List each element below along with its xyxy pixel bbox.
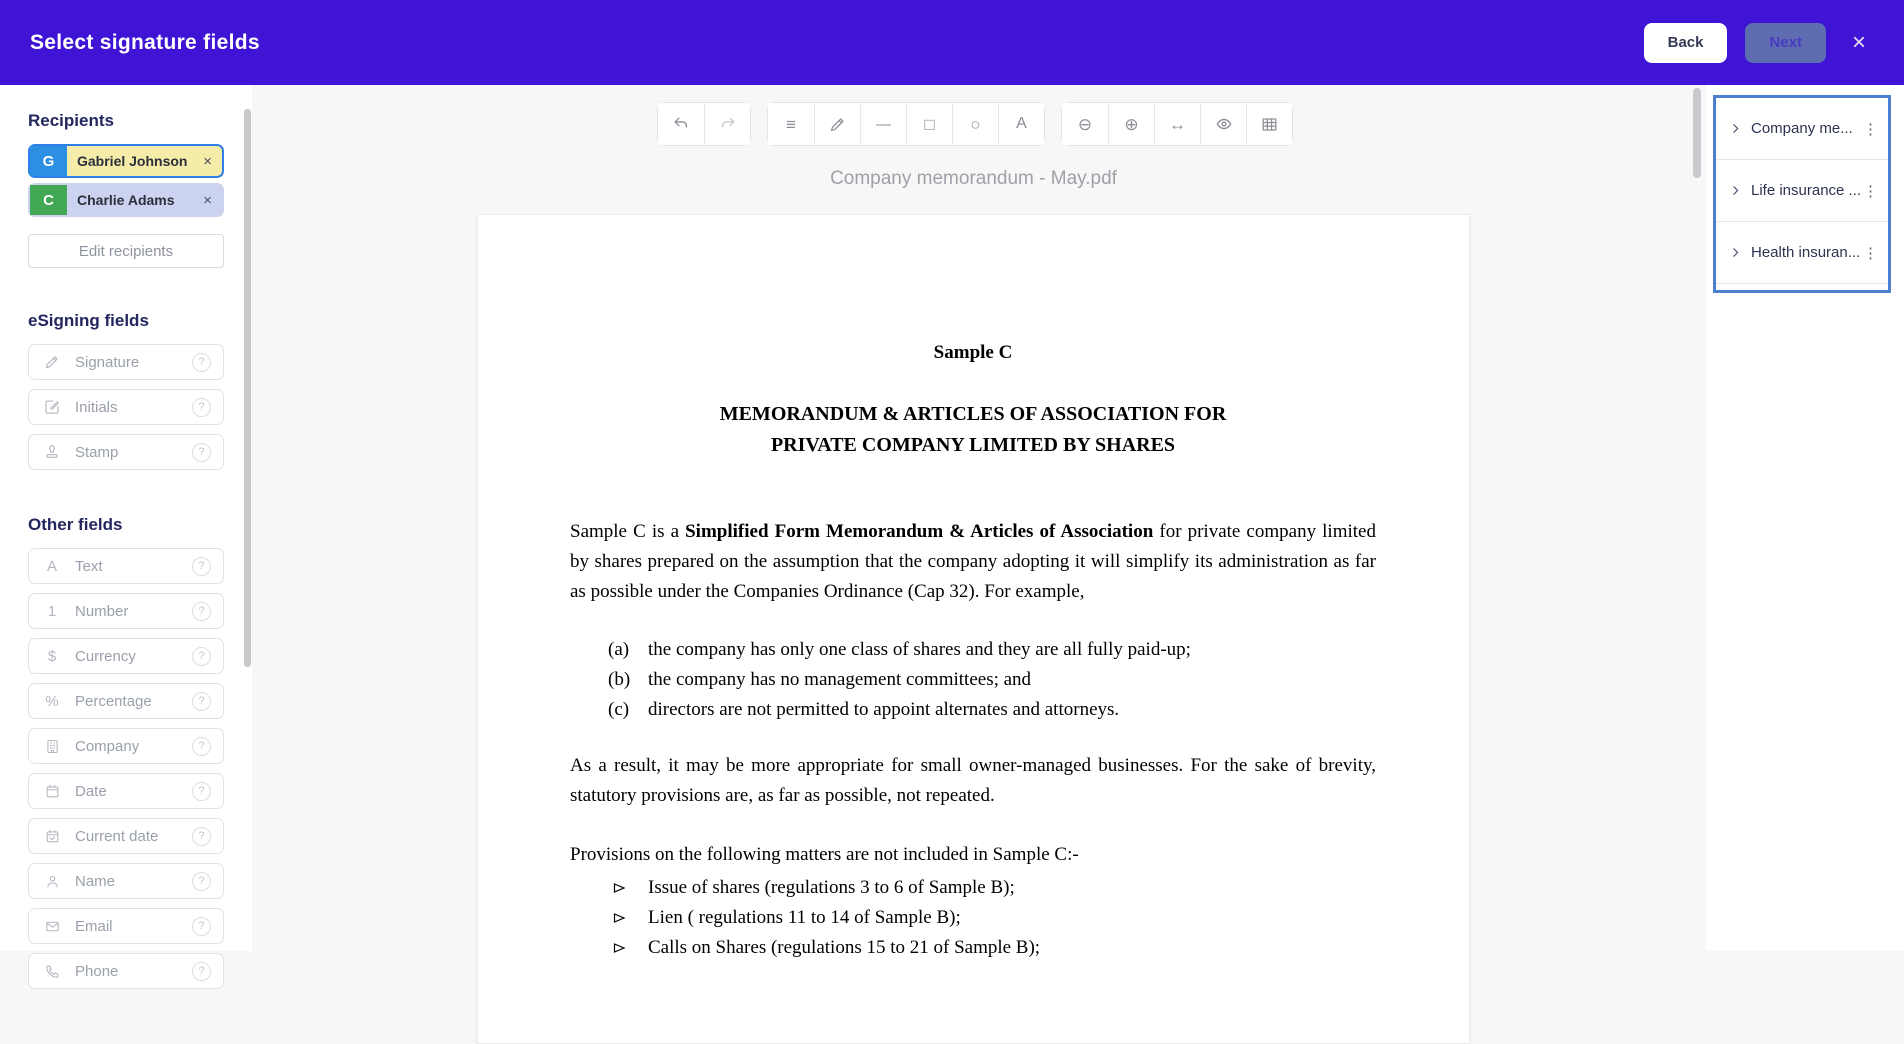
undo-icon — [671, 114, 691, 134]
list-text: Calls on Shares (regulations 15 to 21 of Sample B); — [648, 937, 1041, 958]
phone-icon — [41, 963, 63, 980]
document-viewer — [252, 85, 1706, 958]
list-text: Lien ( regulations 11 to 14 of Sample B); — [648, 907, 961, 928]
arrow-bullet-icon — [613, 874, 648, 904]
rectangle-icon: □ — [924, 114, 935, 134]
field-item-phone[interactable] — [28, 953, 224, 989]
field-label: Number — [75, 602, 129, 620]
page-title: Select signature fields — [30, 30, 260, 54]
toolbar-view-group — [1061, 102, 1293, 146]
doc-paragraph-2: As a result, it may be more appropriate for small owner-managed businesses. For the sake of brevity, statutory provisions are, as far as possible, not repeated. — [570, 755, 1376, 806]
help-icon[interactable]: ? — [192, 557, 211, 576]
list-item — [570, 695, 1376, 725]
field-label: Phone — [75, 962, 119, 980]
line-thickness-icon: ≡ — [786, 114, 796, 134]
field-label: Email — [75, 917, 113, 935]
percent-glyph: % — [45, 692, 59, 710]
sidebar-scrollbar[interactable] — [244, 109, 251, 667]
back-button[interactable]: Back — [1644, 23, 1728, 63]
field-label: Name — [75, 872, 116, 890]
draw-icon — [828, 115, 847, 134]
field-item-initials[interactable] — [28, 389, 224, 425]
calendar-check-icon — [41, 828, 63, 845]
recipient-name: Gabriel Johnson — [77, 153, 188, 169]
field-item-number[interactable] — [28, 593, 224, 629]
recipient-name: Charlie Adams — [77, 192, 175, 208]
doc-heading-line1: MEMORANDUM & ARTICLES OF ASSOCIATION FOR — [719, 403, 1227, 425]
letter-a-glyph: A — [46, 557, 57, 575]
eye-icon — [1214, 114, 1234, 134]
dollar-glyph: $ — [47, 647, 57, 665]
viewer-scrollbar[interactable] — [1693, 88, 1701, 178]
ellipse-icon: ○ — [970, 114, 981, 134]
header-actions — [1644, 23, 1874, 63]
preview-button[interactable] — [1200, 103, 1246, 145]
doc-paragraph-1 — [570, 517, 1376, 607]
field-item-text[interactable] — [28, 548, 224, 584]
other-fields-heading: Other fields — [28, 515, 123, 534]
document-item-company-memo[interactable] — [1716, 98, 1888, 160]
sidebar-content — [0, 85, 252, 989]
more-options-icon[interactable]: ⋮ — [1863, 182, 1878, 200]
remove-recipient-icon[interactable]: × — [203, 152, 212, 170]
field-label: Text — [75, 557, 103, 575]
fit-width-icon: ↔ — [1169, 114, 1186, 134]
document-title: Company memorandum - May.pdf — [830, 168, 1117, 189]
close-icon[interactable]: × — [1851, 28, 1866, 56]
digit-one-icon — [41, 603, 63, 620]
field-item-name[interactable] — [28, 863, 224, 899]
para1-bold: Simplified Form Memorandum & Articles of Association — [685, 521, 1154, 542]
document-item-health-insurance[interactable] — [1716, 222, 1888, 284]
zoom-in-icon: ⊕ — [1124, 114, 1139, 134]
calendar-icon — [41, 783, 63, 800]
list-item — [570, 873, 1376, 903]
line-thickness-button[interactable] — [768, 103, 814, 145]
field-label: Initials — [75, 398, 118, 416]
viewer-toolbar — [657, 102, 1293, 146]
fit-width-button[interactable] — [1154, 103, 1200, 145]
help-icon[interactable]: ? — [192, 827, 211, 846]
recipient-row-charlie[interactable] — [28, 183, 224, 217]
document-item-label: Company me... — [1751, 120, 1853, 137]
esigning-fields-heading: eSigning fields — [28, 311, 149, 330]
ellipse-button[interactable] — [952, 103, 998, 145]
field-item-stamp[interactable] — [28, 434, 224, 470]
list-item — [570, 665, 1376, 695]
document-item-label: Life insurance ... — [1751, 182, 1862, 199]
zoom-out-icon: ⊖ — [1077, 114, 1093, 134]
grid-icon — [1260, 115, 1279, 134]
doc-heading-memorandum — [570, 399, 1376, 461]
redo-button[interactable] — [704, 103, 750, 145]
list-text: the company has only one class of shares and they are all fully paid-up; — [648, 639, 1191, 660]
recipient-avatar: C — [30, 185, 67, 215]
more-options-icon[interactable]: ⋮ — [1863, 244, 1878, 262]
pdf-page[interactable] — [477, 214, 1470, 1044]
para1-pre: Sample C is a — [570, 521, 686, 542]
fields-sidebar — [0, 85, 252, 980]
arrow-bullet-icon — [613, 904, 648, 934]
para1-post: for private company limited by shares prepared on the assumption that the company adopting it will simplify its administration as far as possible under the Companies Ordinance (Cap 32). For example, — [570, 521, 1376, 602]
documents-list-padding — [1716, 284, 1888, 290]
redo-icon — [718, 114, 738, 134]
field-label: Signature — [75, 353, 140, 371]
field-item-currency[interactable] — [28, 638, 224, 674]
help-icon[interactable]: ? — [192, 782, 211, 801]
documents-list — [1713, 95, 1891, 293]
line-icon: — — [876, 115, 891, 133]
digit-one-glyph: 1 — [47, 602, 57, 620]
field-label: Company — [75, 737, 140, 755]
chevron-right-icon[interactable] — [1729, 122, 1742, 135]
doc-heading-sample: Sample C — [933, 342, 1013, 363]
chevron-right-icon[interactable] — [1729, 246, 1742, 259]
help-icon[interactable]: ? — [192, 647, 211, 666]
help-icon[interactable]: ? — [192, 737, 211, 756]
recipients-heading: Recipients — [28, 111, 114, 130]
toolbar-annotate-group — [767, 102, 1045, 146]
edit-square-icon — [41, 398, 63, 416]
field-item-signature[interactable] — [28, 344, 224, 380]
field-label: Currency — [75, 647, 136, 665]
next-button[interactable]: Next — [1745, 23, 1826, 63]
envelope-icon — [41, 918, 63, 935]
help-icon[interactable]: ? — [192, 692, 211, 711]
list-text: Issue of shares (regulations 3 to 6 of Sample B); — [648, 877, 1015, 898]
doc-list-abc — [570, 635, 1376, 725]
rectangle-button[interactable] — [906, 103, 952, 145]
percent-icon — [41, 693, 63, 710]
grid-button[interactable] — [1246, 103, 1292, 145]
zoom-out-button[interactable] — [1062, 103, 1108, 145]
list-item — [570, 635, 1376, 665]
documents-panel — [1706, 85, 1904, 951]
dollar-icon — [41, 648, 63, 665]
help-icon[interactable]: ? — [192, 917, 211, 936]
letter-a-icon — [41, 558, 63, 575]
zoom-in-button[interactable] — [1108, 103, 1154, 145]
list-marker: (b) — [608, 669, 631, 690]
arrow-bullet-icon — [613, 934, 648, 964]
field-label: Percentage — [75, 692, 152, 710]
field-item-date[interactable] — [28, 773, 224, 809]
document-item-label: Health insuran... — [1751, 244, 1861, 261]
undo-button[interactable] — [658, 103, 704, 145]
toolbar-history-group — [657, 102, 751, 146]
list-item — [570, 903, 1376, 933]
list-text: the company has no management committees; and — [648, 669, 1032, 690]
field-item-company[interactable] — [28, 728, 224, 764]
help-icon[interactable]: ? — [192, 398, 211, 417]
help-icon[interactable]: ? — [192, 353, 211, 372]
remove-recipient-icon[interactable]: × — [203, 191, 212, 209]
draw-button[interactable] — [814, 103, 860, 145]
building-icon — [41, 738, 63, 755]
field-item-percentage[interactable] — [28, 683, 224, 719]
help-icon[interactable]: ? — [192, 602, 211, 621]
recipient-row-gabriel[interactable] — [28, 144, 224, 178]
field-item-email[interactable] — [28, 908, 224, 944]
stamp-icon — [41, 443, 63, 461]
chevron-right-icon[interactable] — [1729, 184, 1742, 197]
help-icon[interactable]: ? — [192, 872, 211, 891]
person-icon — [41, 873, 63, 890]
field-label: Stamp — [75, 443, 119, 461]
text-icon: A — [1016, 115, 1027, 132]
document-item-life-insurance[interactable] — [1716, 160, 1888, 222]
help-icon[interactable]: ? — [192, 443, 211, 462]
doc-paragraph-3: Provisions on the following matters are not included in Sample C:- — [570, 844, 1079, 865]
header — [0, 0, 1904, 85]
text-button[interactable] — [998, 103, 1044, 145]
list-marker: (c) — [608, 699, 630, 720]
doc-bullet-list — [570, 873, 1376, 963]
doc-heading-line2: PRIVATE COMPANY LIMITED BY SHARES — [770, 434, 1176, 456]
edit-recipients-button[interactable]: Edit recipients — [28, 234, 224, 268]
more-options-icon[interactable]: ⋮ — [1863, 120, 1878, 138]
field-item-current-date[interactable] — [28, 818, 224, 854]
help-icon[interactable]: ? — [192, 962, 211, 981]
list-text: directors are not permitted to appoint alternates and attorneys. — [648, 699, 1120, 720]
list-item — [570, 933, 1376, 963]
field-label: Current date — [75, 827, 159, 845]
pencil-icon — [41, 353, 63, 371]
list-marker: (a) — [608, 639, 630, 660]
field-label: Date — [75, 782, 107, 800]
recipient-avatar: G — [30, 146, 67, 176]
line-button[interactable] — [860, 103, 906, 145]
